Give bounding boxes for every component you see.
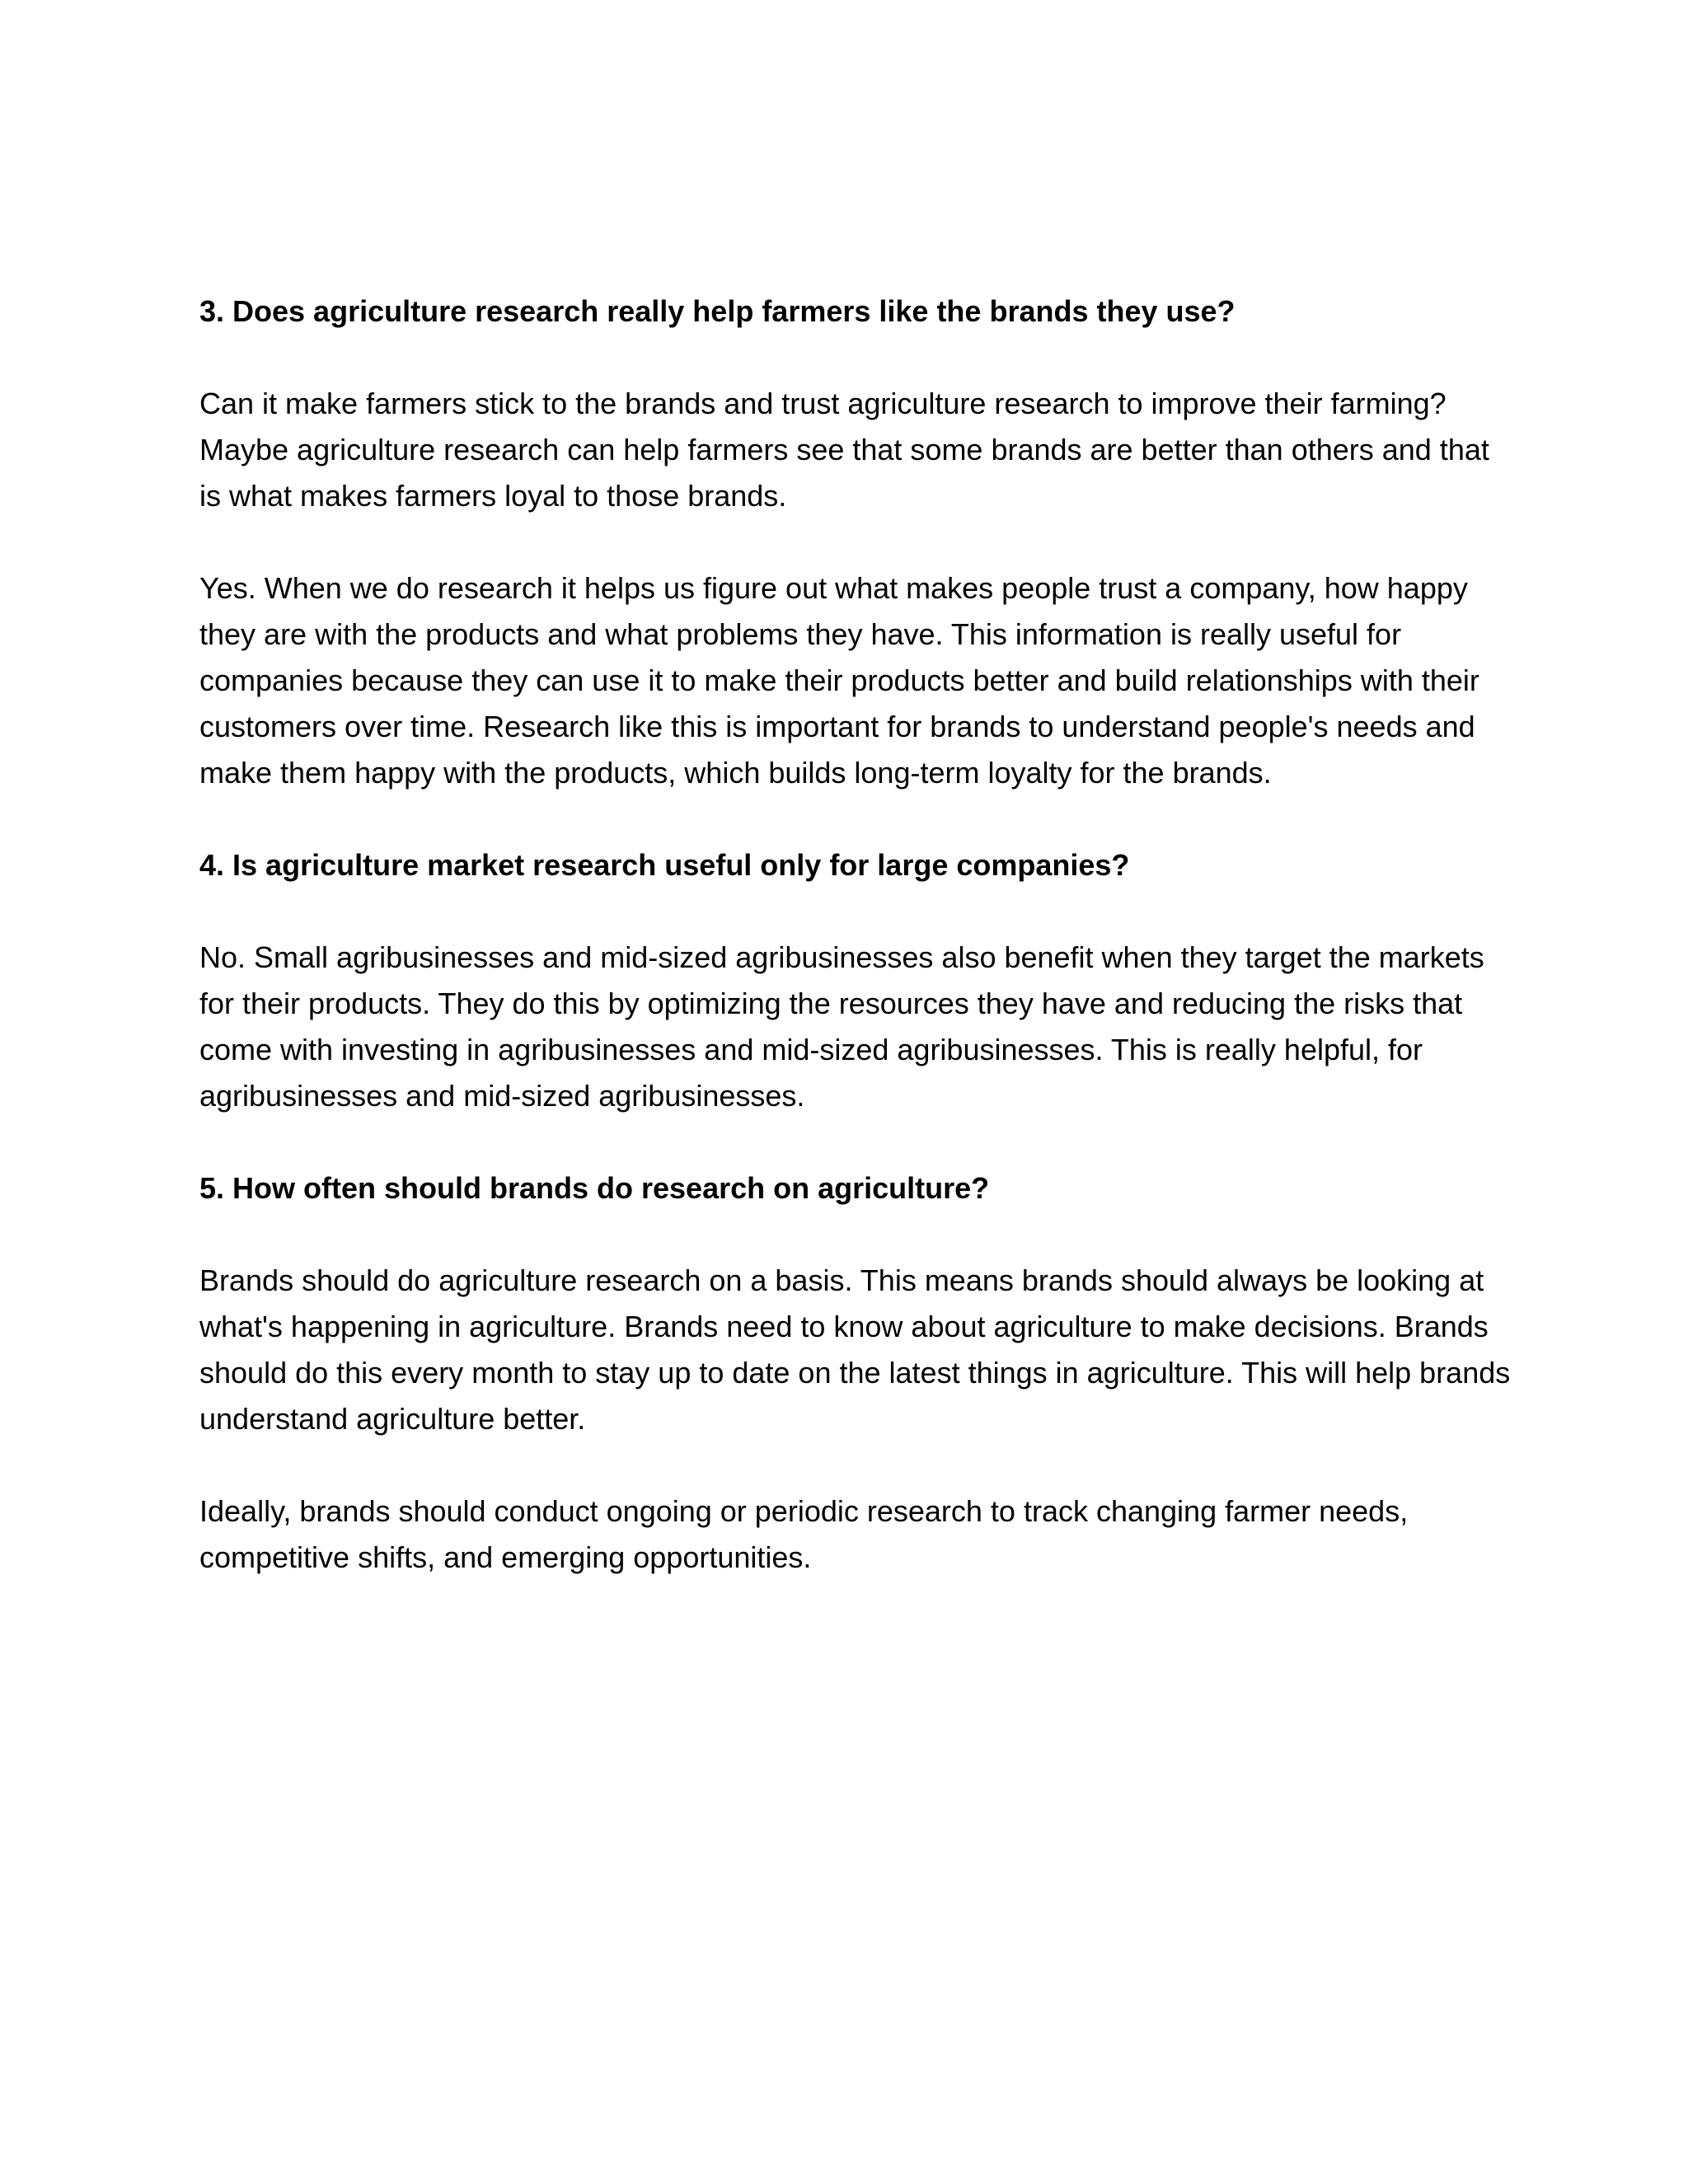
section-heading: 4. Is agriculture market research useful only for large companies? [199,848,1130,882]
paragraph: Ideally, brands should conduct ongoing or periodic research to track changing farmer needs, competitive shifts, and emerging opportunities. [199,1494,1409,1574]
faq-section-5 [199,1165,1518,1581]
paragraph: Brands should do agriculture research on a basis. This means brands should always be looking at what's happening in agriculture. Brands need to know about agriculture to make decisions. Brands should do this every month to stay up to date on the latest things in agriculture. This will help brands understand agriculture better. [199,1263,1511,1436]
section-heading: 5. How often should brands do research on agriculture? [199,1171,990,1205]
document-body [199,288,1518,1627]
paragraph: Can it make farmers stick to the brands and trust agriculture research to improve their farming? Maybe agriculture research can help farmers see that some brands are better than others and that is what makes farmers loyal to those brands. [199,387,1489,513]
section-heading: 3. Does agriculture research really help farmers like the brands they use? [199,294,1236,328]
faq-section-3 [199,288,1518,796]
paragraph: No. Small agribusinesses and mid-sized agribusinesses also benefit when they target the markets for their products. They do this by optimizing the resources they have and reducing the risks that come with investing in agribusinesses and mid-sized agribusinesses. This is really helpful, for agribusinesses and mid-sized agribusinesses. [199,940,1484,1113]
faq-section-4 [199,842,1518,1119]
paragraph: Yes. When we do research it helps us figure out what makes people trust a company, how happy they are with the products and what problems they have. This information is really useful for companies because they can use it to make their products better and build relationships with their customers over time. Research like this is important for brands to understand people's needs and make them happy with the products, which builds long-term loyalty for the brands. [199,571,1479,790]
